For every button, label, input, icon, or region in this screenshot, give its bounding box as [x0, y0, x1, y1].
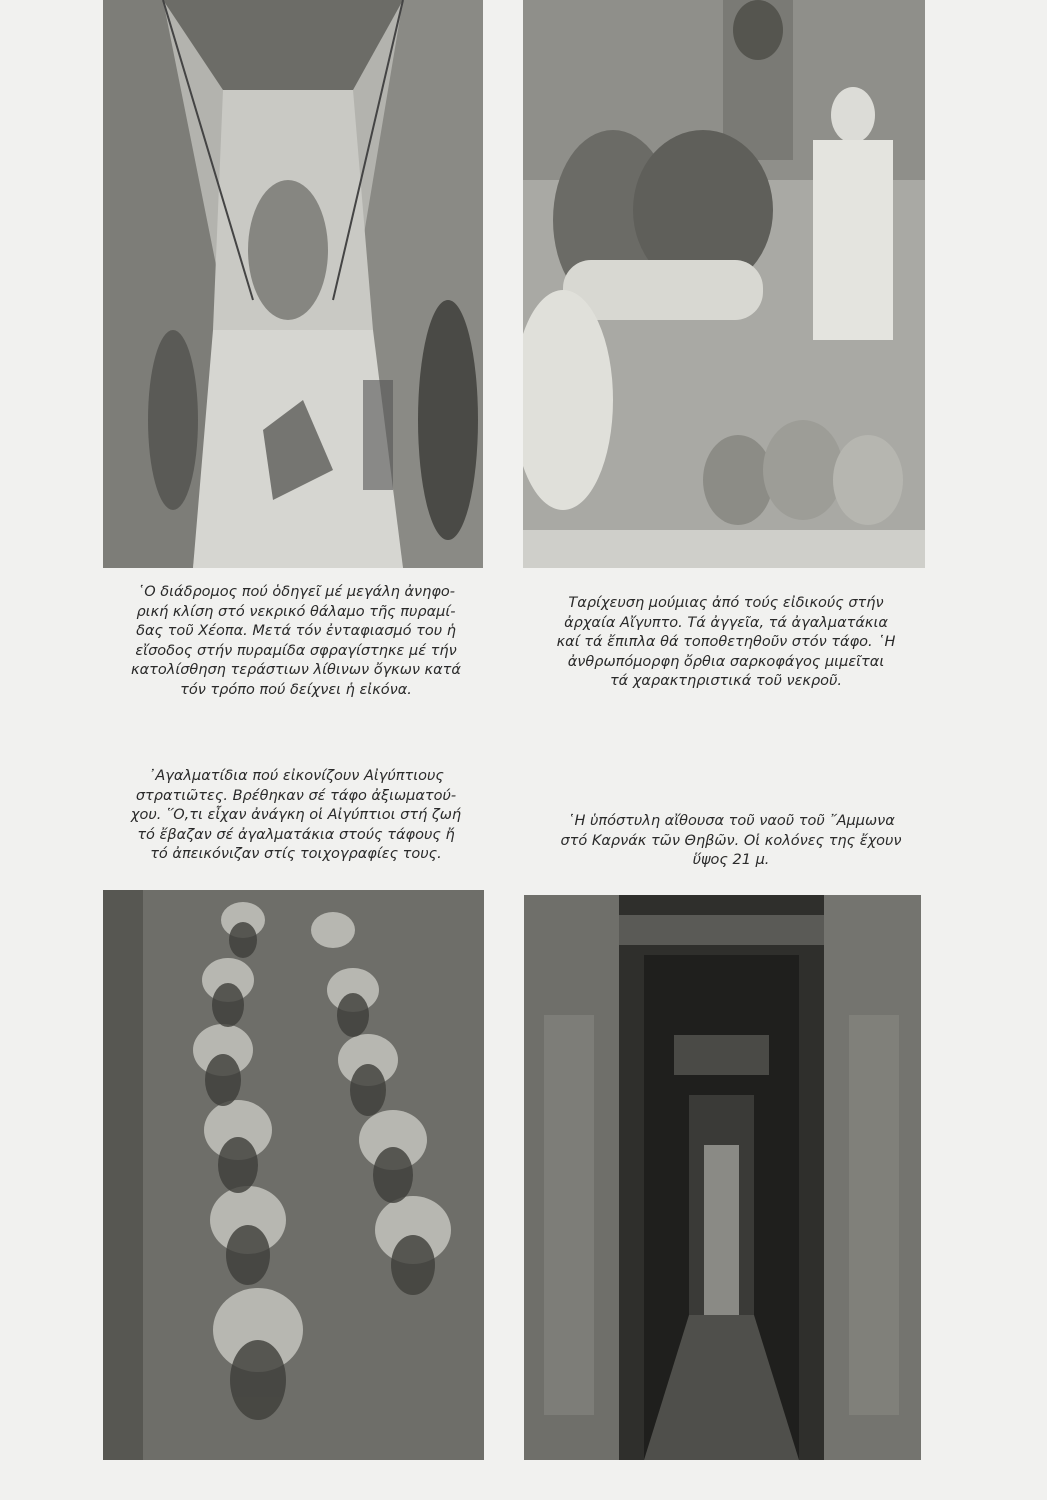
caption-line: κατολίσθηση τεράστιων λίθινων ὄγκων κατά — [131, 662, 461, 678]
caption-pyramid-passage — [100, 583, 492, 700]
caption-karnak-hall — [522, 812, 940, 871]
caption-line: εἴσοδος στήν πυραμίδα σφραγίστηκε μέ τήν — [135, 642, 457, 659]
caption-line: ᾿Αγαλματίδια πού εἰκονίζουν Αἰγύπτιους — [148, 768, 444, 784]
caption-line: ρική κλίση στό νεκρικό θάλαμο τῆς πυραμί- — [136, 603, 456, 620]
caption-line: Ταρίχευση μούμιας ἀπό τούς εἰδικούς στήν — [568, 595, 884, 611]
caption-line: ἀρχαία Αἴγυπτο. Τά ἀγγεῖα, τά ἀγαλματάκια — [564, 614, 888, 631]
caption-line: ῾Η ὑπόστυλη αἴθουσα τοῦ ναοῦ τοῦ ῎Αμμωνα — [567, 813, 895, 829]
caption-line: τό ἔβαζαν σέ ἀγαλματάκια στούς τάφους ἤ — [137, 826, 455, 843]
caption-line: ἀνθρωπόμορφη ὄρθια σαρκοφάγος μιμεῖται — [567, 653, 885, 670]
caption-line: στρατιῶτες. Βρέθηκαν σέ τάφο ἀξιωματού- — [135, 787, 457, 804]
caption-soldier-figurines — [100, 767, 492, 865]
photo-karnak-hall — [524, 895, 921, 1460]
caption-line: χου. ῞Ο,τι εἶχαν ἀνάγκη οἱ Αἰγύπτιοι στή ζωή — [130, 807, 462, 823]
caption-line: τό ἀπεικόνιζαν στίς τοιχογραφίες τους. — [150, 846, 442, 862]
caption-line: ὕψος 21 μ. — [692, 852, 770, 868]
photo-pyramid-passage — [103, 0, 483, 568]
caption-line: καί τά ἔπιπλα θά τοποθετηθοῦν στόν τάφο. ῾Η — [556, 634, 896, 650]
caption-line: τόν τρόπο πού δείχνει ἡ εἰκόνα. — [180, 681, 412, 698]
photo-soldier-figurines — [103, 890, 484, 1460]
caption-mummification — [526, 594, 926, 692]
caption-line: δας τοῦ Χέοπα. Μετά τόν ἐνταφιασμό του ἡ — [136, 623, 456, 639]
caption-line: στό Καρνάκ τῶν Θηβῶν. Οἱ κολόνες της ἔχουν — [560, 832, 902, 849]
caption-line: ῾Ο διάδρομος πού ὁδηγεῖ μέ μεγάλη ἀνηφο- — [136, 584, 455, 600]
photo-mummification — [523, 0, 925, 568]
caption-line: τά χαρακτηριστικά τοῦ νεκροῦ. — [609, 673, 843, 689]
